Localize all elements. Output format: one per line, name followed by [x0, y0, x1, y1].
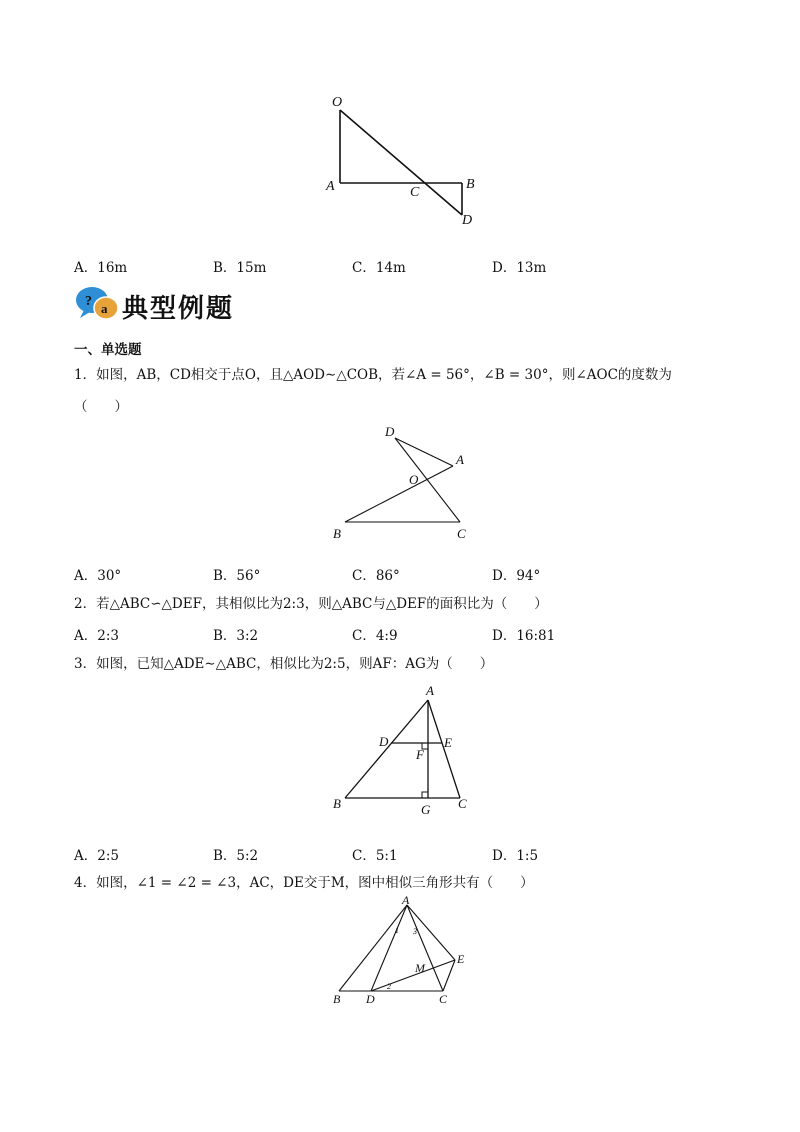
q2-option-a[interactable]: A．2:3 [74, 628, 119, 644]
label-E: E [457, 952, 465, 966]
question-2-text [74, 595, 548, 613]
option-b[interactable]: B．15m [213, 260, 267, 276]
svg-text:?: ? [85, 294, 92, 309]
question-2-number: 2． [74, 596, 97, 612]
right-angle-G [422, 792, 428, 798]
label-M: M [415, 961, 425, 975]
label-O: O [332, 95, 343, 110]
q1-option-d[interactable]: D．94° [492, 568, 541, 584]
q2-option-b[interactable]: B．3:2 [213, 628, 259, 644]
question-4-body: 如图，∠1 = ∠2 = ∠3，AC，DE交于M，图中相似三角形共有（ ） [96, 875, 534, 891]
question-3-body: 如图，已知△ADE∼△ABC，相似比为2:5，则AF：AG为（ ） [96, 656, 494, 672]
question-2-body: 若△ABC∽△DEF，其相似比为2:3，则△ABC与△DEF的面积比为（ ） [96, 596, 548, 612]
label-D: D [385, 424, 395, 439]
option-d[interactable]: D．13m [492, 260, 547, 276]
question-1-body: 如图，AB，CD相交于点O，且△AOD∼△COB，若∠A = 56°，∠B = 30°，则∠AOC的度数为 [96, 367, 672, 383]
q1-option-c[interactable]: C．86° [352, 568, 400, 584]
label-O: O [409, 472, 419, 487]
q3-option-b[interactable]: B．5:2 [213, 848, 259, 864]
label-E: E [444, 735, 452, 750]
option-a[interactable]: A．16m [74, 260, 128, 276]
label-A: A [456, 452, 464, 467]
q3-option-d[interactable]: D．1:5 [492, 848, 539, 864]
svg-text:a: a [101, 301, 108, 316]
question-3-text [74, 655, 493, 673]
q3-option-c[interactable]: C．5:1 [352, 848, 398, 864]
label-F: F [416, 747, 424, 762]
banner-title: 典型例题 [122, 294, 235, 324]
label-D: D [462, 213, 473, 228]
q2-option-d[interactable]: D．16:81 [492, 628, 556, 644]
figure-top-geometry [320, 90, 490, 230]
q1-option-b[interactable]: B．56° [213, 568, 261, 584]
question-3-number: 3． [74, 656, 97, 672]
label-C: C [458, 796, 467, 811]
question-1-number: 1． [74, 367, 97, 383]
question-1-paren: （ ） [74, 399, 128, 415]
q1-option-a[interactable]: A．30° [74, 568, 122, 584]
question-bubble-icon [74, 284, 122, 324]
label-D: D [366, 992, 375, 1006]
label-A: A [426, 683, 434, 698]
segment-DA [395, 438, 453, 466]
figure-q4-geometry [325, 893, 485, 1013]
label-B: B [333, 992, 341, 1006]
segment-AC [407, 905, 443, 991]
angle-label-3: 3 [413, 927, 417, 936]
q3-option-a[interactable]: A．2:5 [74, 848, 119, 864]
question-1-text [74, 366, 672, 384]
segment-AB [345, 466, 453, 522]
q2-option-c[interactable]: C．4:9 [352, 628, 398, 644]
angle-label-2: 2 [387, 982, 391, 991]
banner [74, 284, 254, 324]
label-A: A [326, 179, 335, 194]
segment-CE [443, 960, 455, 991]
label-A: A [402, 893, 410, 907]
option-c[interactable]: C．14m [352, 260, 406, 276]
segment-DE [371, 960, 455, 991]
label-D: D [379, 734, 389, 749]
label-C: C [410, 185, 420, 200]
figure-q3-geometry [325, 680, 485, 820]
label-C: C [457, 526, 466, 541]
segment-OD [340, 110, 462, 215]
figure-q1-geometry [325, 420, 485, 545]
label-C: C [439, 992, 448, 1006]
question-4-number: 4． [74, 875, 97, 891]
segment-DC [395, 438, 460, 522]
angle-label-1: 1 [395, 926, 399, 935]
label-B: B [333, 526, 341, 541]
segment-AD [371, 905, 407, 991]
label-G: G [421, 802, 431, 817]
question-4-text [74, 874, 534, 892]
label-B: B [466, 177, 475, 192]
label-B: B [333, 796, 341, 811]
section-title: 一、单选题 [74, 342, 142, 358]
segment-AB [339, 905, 407, 991]
